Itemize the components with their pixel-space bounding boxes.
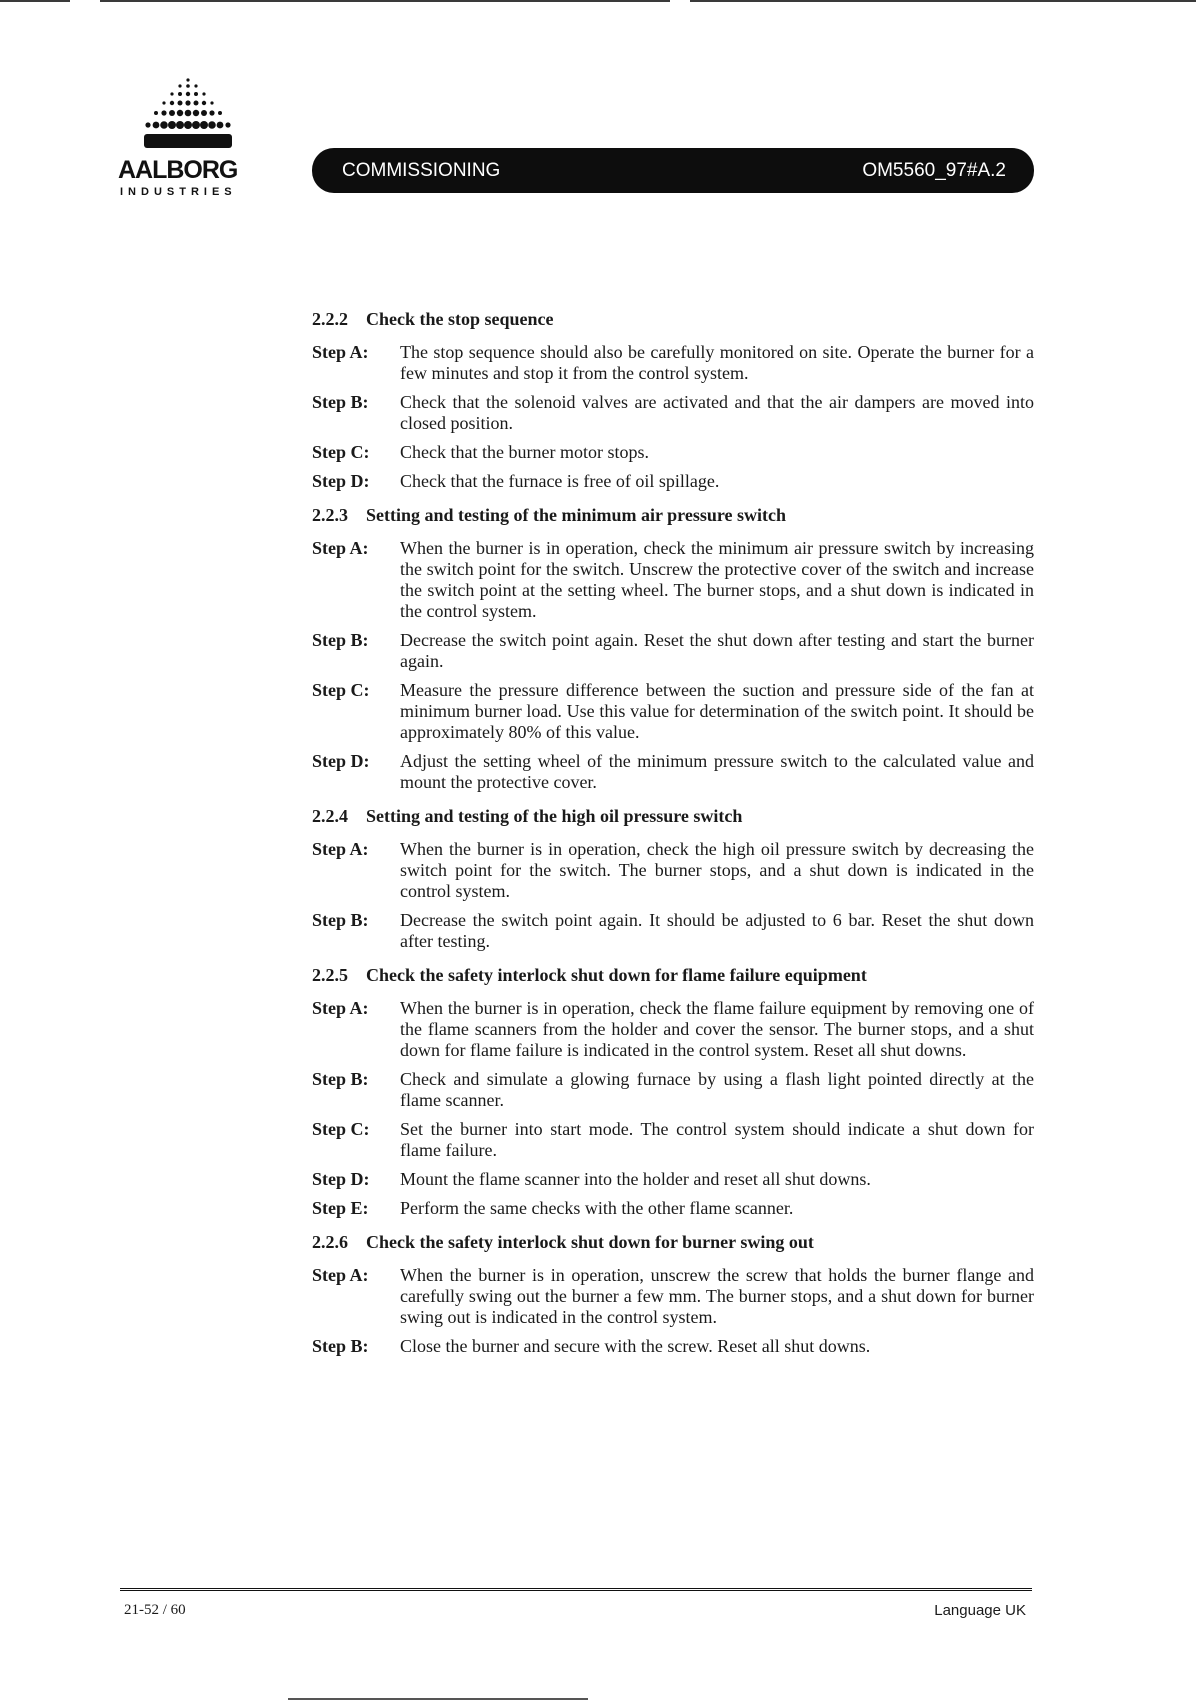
bottom-rule	[288, 1698, 588, 1700]
step-item	[312, 1336, 1034, 1357]
step-text: Check that the solenoid valves are activated and that the air dampers are moved into closed position.	[400, 392, 1034, 433]
step-label: Step E:	[312, 1198, 369, 1218]
step-label: Step D:	[312, 751, 370, 771]
company-logo	[118, 76, 258, 198]
step-label: Step A:	[312, 538, 369, 558]
step-text: Decrease the switch point again. Reset the shut down after testing and start the burner again.	[400, 630, 1034, 671]
step-label: Step C:	[312, 442, 370, 462]
step-text: Decrease the switch point again. It should be adjusted to 6 bar. Reset the shut down after testing.	[400, 910, 1034, 951]
section-title: Check the stop sequence	[366, 309, 554, 329]
step-item	[312, 839, 1034, 902]
top-rule-right	[690, 0, 1196, 2]
step-text: Perform the same checks with the other flame scanner.	[400, 1198, 794, 1218]
step-item	[312, 1119, 1034, 1161]
step-label: Step A:	[312, 998, 369, 1018]
top-rule-left	[0, 0, 70, 2]
step-label: Step B:	[312, 910, 369, 930]
step-label: Step B:	[312, 630, 369, 650]
page-number: 21-52 / 60	[124, 1602, 186, 1618]
footer-rule-double	[120, 1590, 1032, 1591]
step-item	[312, 471, 1034, 492]
step-item	[312, 392, 1034, 434]
step-item	[312, 342, 1034, 384]
section-heading	[312, 504, 1034, 526]
step-text: When the burner is in operation, unscrew the screw that holds the burner flange and carefully swing out the burner a few mm. The burner stops, and a shut down for burner swing out is indicated in the control system.	[400, 1265, 1034, 1327]
section-heading	[312, 805, 1034, 827]
section-number: 2.2.2	[312, 309, 348, 329]
step-item	[312, 1169, 1034, 1190]
section-number: 2.2.4	[312, 806, 348, 826]
step-label: Step A:	[312, 1265, 369, 1285]
step-text: Set the burner into start mode. The control system should indicate a shut down for flame failure.	[400, 1119, 1034, 1160]
step-label: Step B:	[312, 1336, 369, 1356]
section-2-2-4	[312, 805, 1034, 952]
step-label: Step B:	[312, 392, 369, 412]
step-item	[312, 1069, 1034, 1111]
step-item	[312, 1198, 1034, 1219]
step-text: Check that the burner motor stops.	[400, 442, 649, 462]
step-text: Measure the pressure difference between the suction and pressure side of the fan at minimum burner load. Use this value for determination of the switch point. It should be approximately 80% of this value.	[400, 680, 1034, 742]
step-label: Step B:	[312, 1069, 369, 1089]
step-item	[312, 630, 1034, 672]
logo-wordmark: AALBORG	[118, 156, 238, 184]
language-label: Language UK	[934, 1602, 1026, 1619]
step-text: Check that the furnace is free of oil spillage.	[400, 471, 720, 491]
step-text: Adjust the setting wheel of the minimum pressure switch to the calculated value and mount the protective cover.	[400, 751, 1034, 792]
step-text: The stop sequence should also be carefully monitored on site. Operate the burner for a few minutes and stop it from the control system.	[400, 342, 1034, 383]
top-rule-middle	[100, 0, 670, 2]
step-label: Step C:	[312, 1119, 370, 1139]
header-banner	[312, 148, 1034, 193]
logo-subtitle: INDUSTRIES	[120, 186, 237, 198]
section-number: 2.2.5	[312, 965, 348, 985]
step-text: Check and simulate a glowing furnace by using a flash light pointed directly at the flame scanner.	[400, 1069, 1034, 1110]
section-number: 2.2.3	[312, 505, 348, 525]
step-text: When the burner is in operation, check the flame failure equipment by removing one of the flame scanners from the holder and cover the sensor. The burner stops, and a shut down for flame failure is indicated in the control system. Reset all shut downs.	[400, 998, 1034, 1060]
section-heading	[312, 1231, 1034, 1253]
step-item	[312, 998, 1034, 1061]
step-text: When the burner is in operation, check the minimum air pressure switch by increasing the switch point for the switch. Unscrew the protective cover of the switch and increase the switch point at the setting wheel. The burner stops, and a shut down is indicated in the control system.	[400, 538, 1034, 621]
section-2-2-5	[312, 964, 1034, 1219]
logo-dots-icon	[118, 76, 258, 156]
section-heading	[312, 308, 1034, 330]
step-item	[312, 442, 1034, 463]
section-number: 2.2.6	[312, 1232, 348, 1252]
step-item	[312, 680, 1034, 743]
section-name: COMMISSIONING	[342, 160, 501, 181]
section-title: Setting and testing of the minimum air pressure switch	[366, 505, 787, 525]
document-id: OM5560_97#A.2	[862, 160, 1006, 181]
step-item	[312, 910, 1034, 952]
section-2-2-2	[312, 308, 1034, 492]
step-item	[312, 751, 1034, 793]
section-title: Check the safety interlock shut down for flame failure equipment	[366, 965, 867, 985]
footer-rule	[120, 1588, 1032, 1589]
section-title: Setting and testing of the high oil pressure switch	[366, 806, 743, 826]
step-label: Step C:	[312, 680, 370, 700]
step-text: Close the burner and secure with the screw. Reset all shut downs.	[400, 1336, 871, 1356]
section-2-2-6	[312, 1231, 1034, 1357]
step-label: Step D:	[312, 471, 370, 491]
main-content	[312, 308, 1034, 1369]
step-label: Step A:	[312, 342, 369, 362]
section-title: Check the safety interlock shut down for burner swing out	[366, 1232, 814, 1252]
step-label: Step A:	[312, 839, 369, 859]
section-2-2-3	[312, 504, 1034, 793]
step-label: Step D:	[312, 1169, 370, 1189]
step-item	[312, 1265, 1034, 1328]
step-text: Mount the flame scanner into the holder and reset all shut downs.	[400, 1169, 871, 1189]
step-text: When the burner is in operation, check the high oil pressure switch by decreasing the switch point for the switch. The burner stops, and a shut down is indicated in the control system.	[400, 839, 1034, 901]
section-heading	[312, 964, 1034, 986]
step-item	[312, 538, 1034, 622]
